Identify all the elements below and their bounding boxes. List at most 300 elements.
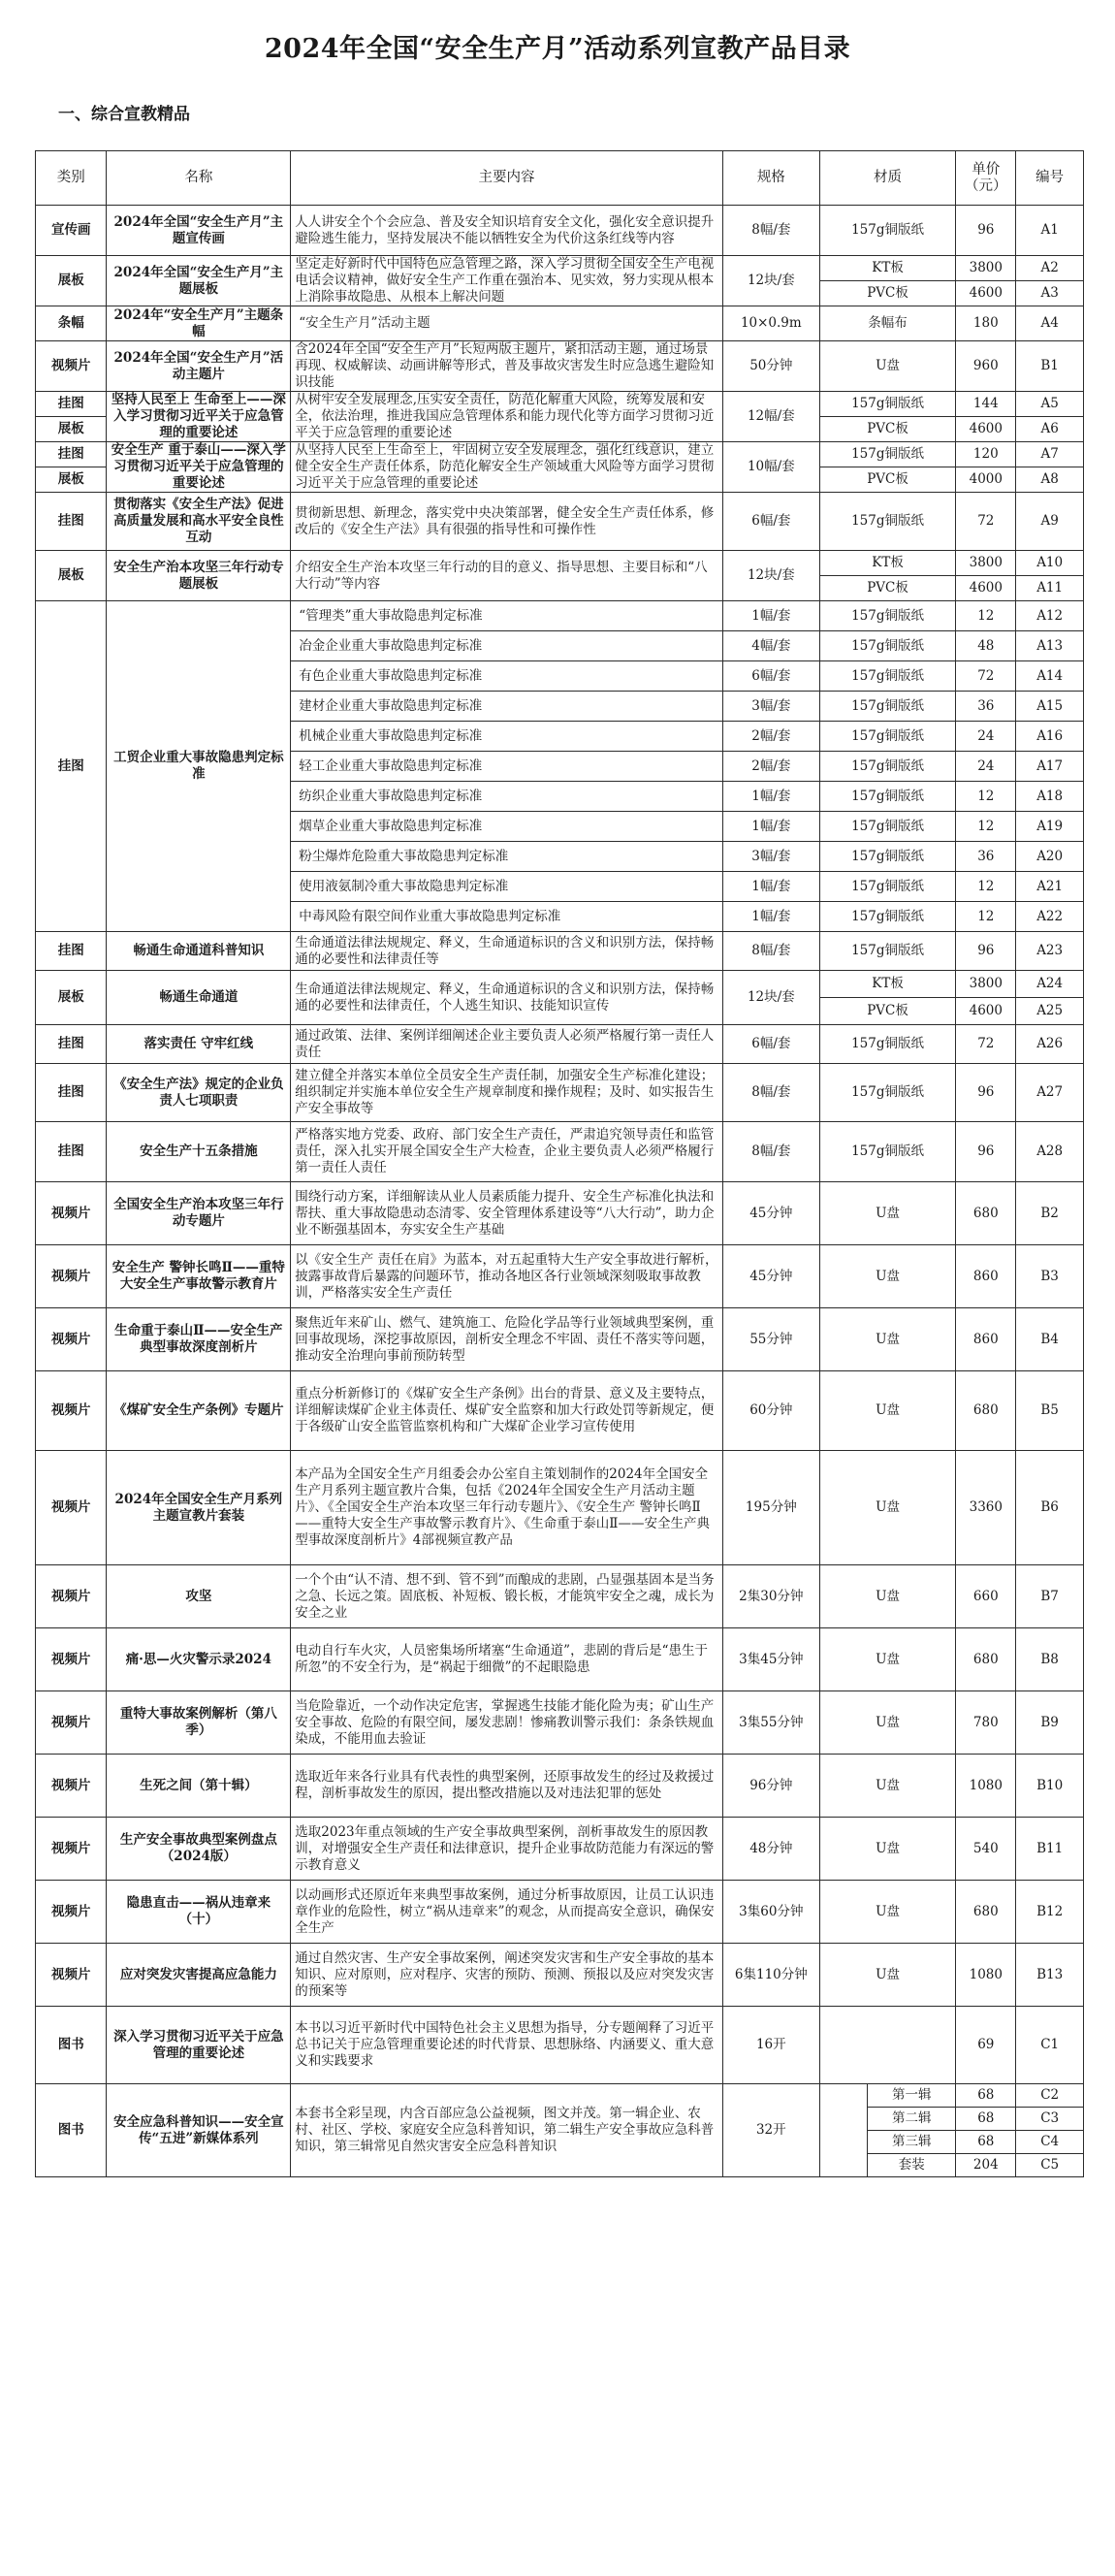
- table-row: [36, 1064, 1084, 1122]
- cell-spec: 8幅/套: [722, 206, 819, 256]
- cell-content: 生命通道法律法规规定、释义，生命通道标识的含义和识别方法，保持畅通的必要性和法律责任等: [291, 932, 723, 971]
- cell-category: 挂图: [36, 1064, 107, 1122]
- table-row: [36, 1565, 1084, 1628]
- cell-category: 视频片: [36, 1628, 107, 1691]
- header-row: [36, 151, 1084, 206]
- cell-price: 860: [956, 1308, 1016, 1371]
- cell-code: A14: [1016, 661, 1084, 692]
- cell-name: 隐患直击——祸从违章来（十）: [107, 1881, 291, 1944]
- cell-content: 重点分析新修订的《煤矿安全生产条例》出台的背景、意义及主要特点，详细解读煤矿企业主体责任、煤矿安全监察和加大行政处罚等新规定，便于各级矿山安全监管监察机构和广大煤矿企业学习宣传使用: [291, 1371, 723, 1451]
- cell-price: 960: [956, 341, 1016, 392]
- cell-code: A1: [1016, 206, 1084, 256]
- cell-category: 条幅: [36, 306, 107, 341]
- cell-category: 视频片: [36, 1371, 107, 1451]
- cell-spec: 3幅/套: [722, 842, 819, 872]
- header-price-line-1: 单价: [972, 161, 1001, 177]
- cell-name: 攻坚: [107, 1565, 291, 1628]
- cell-content: 粉尘爆炸危险重大事故隐患判定标准: [291, 842, 723, 872]
- cell-material: 157g铜版纸: [819, 812, 955, 842]
- table-row: [36, 2084, 1084, 2108]
- cell-price: 4600: [956, 281, 1016, 306]
- cell-material: U盘: [819, 1565, 955, 1628]
- cell-spec: 195分钟: [722, 1451, 819, 1565]
- cell-material: U盘: [819, 1755, 955, 1818]
- cell-category: 展板: [36, 467, 107, 493]
- cell-material: U盘: [819, 1182, 955, 1245]
- cell-spec: 4幅/套: [722, 631, 819, 661]
- header-content: 主要内容: [291, 151, 723, 206]
- cell-material: U盘: [819, 1818, 955, 1881]
- cell-price: 24: [956, 752, 1016, 782]
- cell-content: 聚焦近年来矿山、燃气、建筑施工、危险化学品等行业领域典型案例，重回事故现场，深挖事故原因，剖析安全理念不牢固、责任不落实等问题，推动安全治理向事前预防转型: [291, 1308, 723, 1371]
- cell-price: 1080: [956, 1755, 1016, 1818]
- cell-content: 从坚持人民至上生命至上，牢固树立安全发展理念，强化红线意识，建立健全安全生产责任体系，防范化解安全生产领域重大风险等方面学习贯彻习近平关于应急管理的重要论述: [291, 442, 723, 493]
- cell-material: 157g铜版纸: [819, 872, 955, 902]
- cell-code: B8: [1016, 1628, 1084, 1691]
- cell-code: B12: [1016, 1881, 1084, 1944]
- cell-name: 重特大事故案例解析（第八季）: [107, 1691, 291, 1755]
- cell-category: 挂图: [36, 392, 107, 417]
- cell-price: 36: [956, 842, 1016, 872]
- cell-content: 本产品为全国安全生产月组委会办公室自主策划制作的2024年全国安全生产月系列主题宣教片合集，包括《2024年全国安全生产月活动主题片》、《全国安全生产治本攻坚三年行动专题片》、《安全生产 警钟长鸣Ⅱ——重特大安全生产事故警示教育片》、《生命重于泰山Ⅱ——安全生产典型事故深度剖析片》4部视频宣教产品: [291, 1451, 723, 1565]
- cell-price: 96: [956, 932, 1016, 971]
- cell-code: C3: [1016, 2108, 1084, 2131]
- cell-material: PVC板: [819, 281, 955, 306]
- cell-code: A26: [1016, 1025, 1084, 1064]
- cell-price: 680: [956, 1628, 1016, 1691]
- cell-content: 有色企业重大事故隐患判定标准: [291, 661, 723, 692]
- table-row: [36, 1025, 1084, 1064]
- cell-material: 157g铜版纸: [819, 442, 955, 467]
- cell-code: A27: [1016, 1064, 1084, 1122]
- cell-price: 3360: [956, 1451, 1016, 1565]
- cell-material: 157g铜版纸: [819, 1025, 955, 1064]
- cell-name: 应对突发灾害提高应急能力: [107, 1944, 291, 2007]
- cell-code: A19: [1016, 812, 1084, 842]
- cell-price: 48: [956, 631, 1016, 661]
- table-row: [36, 306, 1084, 341]
- cell-code: A2: [1016, 256, 1084, 281]
- cell-name: 坚持人民至上 生命至上——深入学习贯彻习近平关于应急管理的重要论述: [107, 392, 291, 442]
- cell-material: 157g铜版纸: [819, 902, 955, 932]
- cell-spec: 96分钟: [722, 1755, 819, 1818]
- cell-spec: 12块/套: [722, 971, 819, 1025]
- cell-price: 144: [956, 392, 1016, 417]
- cell-spec: 10幅/套: [722, 442, 819, 493]
- table-row: [36, 1628, 1084, 1691]
- cell-code: A8: [1016, 467, 1084, 493]
- cell-content: 围绕行动方案，详细解读从业人员素质能力提升、安全生产标准化执法和帮扶、重大事故隐患动态清零、安全管理体系建设等“八大行动”，助力企业不断强基固本，夯实安全生产基础: [291, 1182, 723, 1245]
- cell-content: “管理类”重大事故隐患判定标准: [291, 601, 723, 631]
- cell-code: B3: [1016, 1245, 1084, 1308]
- cell-price: 72: [956, 1025, 1016, 1064]
- table-row: [36, 1691, 1084, 1755]
- table-row: [36, 601, 1084, 631]
- cell-code: B10: [1016, 1755, 1084, 1818]
- cell-code: A16: [1016, 722, 1084, 752]
- cell-price: 4600: [956, 998, 1016, 1025]
- cell-category: 视频片: [36, 341, 107, 392]
- header-code: 编号: [1016, 151, 1084, 206]
- cell-name: 痛·思—火灾警示录2024: [107, 1628, 291, 1691]
- cell-name: 2024年全国“安全生产月”活动主题片: [107, 341, 291, 392]
- cell-price: 120: [956, 442, 1016, 467]
- cell-material: 157g铜版纸: [819, 692, 955, 722]
- header-name: 名称: [107, 151, 291, 206]
- cell-code: B13: [1016, 1944, 1084, 2007]
- cell-spec: 8幅/套: [722, 1064, 819, 1122]
- cell-price: 68: [956, 2131, 1016, 2154]
- cell-material: PVC板: [819, 998, 955, 1025]
- cell-category: 展板: [36, 417, 107, 442]
- cell-material: U盘: [819, 1881, 955, 1944]
- cell-category: 视频片: [36, 1565, 107, 1628]
- cell-name: 《安全生产法》规定的企业负责人七项职责: [107, 1064, 291, 1122]
- cell-price: 36: [956, 692, 1016, 722]
- cell-spec: 2幅/套: [722, 752, 819, 782]
- table-row: [36, 341, 1084, 392]
- section-title: 一、综合宣教精品: [58, 105, 190, 124]
- cell-spec: 50分钟: [722, 341, 819, 392]
- cell-category: 挂图: [36, 493, 107, 551]
- table-row: [36, 2007, 1084, 2084]
- cell-price: 69: [956, 2007, 1016, 2084]
- cell-price: 72: [956, 661, 1016, 692]
- cell-category: 视频片: [36, 1691, 107, 1755]
- cell-material: 157g铜版纸: [819, 932, 955, 971]
- cell-code: B11: [1016, 1818, 1084, 1881]
- cell-category: 图书: [36, 2084, 107, 2177]
- cell-material: 157g铜版纸: [819, 842, 955, 872]
- cell-category: 视频片: [36, 1881, 107, 1944]
- cell-name: 安全生产 重于泰山——深入学习贯彻习近平关于应急管理的重要论述: [107, 442, 291, 493]
- cell-price: 12: [956, 902, 1016, 932]
- header-spec: 规格: [722, 151, 819, 206]
- cell-content: 冶金企业重大事故隐患判定标准: [291, 631, 723, 661]
- cell-material: PVC板: [819, 576, 955, 601]
- cell-spec: 6幅/套: [722, 1025, 819, 1064]
- cell-code: A23: [1016, 932, 1084, 971]
- cell-spec: 60分钟: [722, 1371, 819, 1451]
- cell-content: 选取2023年重点领域的生产安全事故典型案例，剖析事故发生的原因教训，对增强安全生产责任和法律意识，提升企业事故防范能力有深远的警示教育意义: [291, 1818, 723, 1881]
- cell-name: 安全生产治本攻坚三年行动专题展板: [107, 551, 291, 601]
- cell-spec: 1幅/套: [722, 782, 819, 812]
- cell-spec: 48分钟: [722, 1818, 819, 1881]
- cell-spec: 55分钟: [722, 1308, 819, 1371]
- cell-material: KT板: [819, 551, 955, 576]
- cell-code: B1: [1016, 341, 1084, 392]
- cell-price: 4000: [956, 467, 1016, 493]
- cell-content: 介绍安全生产治本攻坚三年行动的目的意义、指导思想、主要目标和“八大行动”等内容: [291, 551, 723, 601]
- cell-price: 680: [956, 1182, 1016, 1245]
- cell-price: 1080: [956, 1944, 1016, 2007]
- cell-price: 860: [956, 1245, 1016, 1308]
- cell-name: 2024年全国“安全生产月”主题展板: [107, 256, 291, 306]
- cell-spec: 1幅/套: [722, 872, 819, 902]
- cell-category: 挂图: [36, 1122, 107, 1182]
- cell-content: 本书以习近平新时代中国特色社会主义思想为指导，分专题阐释了习近平总书记关于应急管理重要论述的时代背景、思想脉络、内涵要义、重大意义和实践要求: [291, 2007, 723, 2084]
- cell-code: A11: [1016, 576, 1084, 601]
- table-row: [36, 1451, 1084, 1565]
- cell-price: 680: [956, 1881, 1016, 1944]
- table-row: [36, 493, 1084, 551]
- cell-content: 以动画形式还原近年来典型事故案例，通过分析事故原因，让员工认识违章作业的危险性，树立“祸从违章来”的观念，从而提高安全意识，确保安全生产: [291, 1881, 723, 1944]
- cell-code: A6: [1016, 417, 1084, 442]
- cell-code: A15: [1016, 692, 1084, 722]
- cell-category: 展板: [36, 551, 107, 601]
- table-row: [36, 206, 1084, 256]
- cell-price: 72: [956, 493, 1016, 551]
- cell-spec: 12块/套: [722, 256, 819, 306]
- cell-material: 157g铜版纸: [819, 206, 955, 256]
- table-row: [36, 256, 1084, 281]
- catalog-table: [35, 150, 1084, 2177]
- cell-content: 以《安全生产 责任在肩》为蓝本，对五起重特大生产安全事故进行解析，披露事故背后暴露的问题环节，推动各地区各行业领域深刻吸取事故教训，严格落实安全生产责任: [291, 1245, 723, 1308]
- cell-spec: 12幅/套: [722, 392, 819, 442]
- cell-code: B5: [1016, 1371, 1084, 1451]
- cell-material: U盘: [819, 1451, 955, 1565]
- cell-material: PVC板: [819, 417, 955, 442]
- cell-material-blank: [819, 2084, 867, 2177]
- cell-content: 建立健全并落实本单位全员安全生产责任制，加强安全生产标准化建设；组织制定并实施本单位安全生产规章制度和操作规程；及时、如实报告生产安全事故等: [291, 1064, 723, 1122]
- cell-volume: 第一辑: [868, 2084, 956, 2108]
- cell-material: 157g铜版纸: [819, 1064, 955, 1122]
- cell-name: 畅通生命通道: [107, 971, 291, 1025]
- cell-content: 电动自行车火灾，人员密集场所堵塞“生命通道”，悲剧的背后是“患生于所忽”的不安全行为，是“祸起于细微”的不起眼隐患: [291, 1628, 723, 1691]
- cell-material: 157g铜版纸: [819, 782, 955, 812]
- cell-name: 落实责任 守牢红线: [107, 1025, 291, 1064]
- cell-price: 24: [956, 722, 1016, 752]
- cell-name: 2024年“安全生产月”主题条幅: [107, 306, 291, 341]
- cell-name: 2024年全国“安全生产月”主题宣传画: [107, 206, 291, 256]
- cell-volume: 套装: [868, 2154, 956, 2177]
- cell-material: U盘: [819, 341, 955, 392]
- cell-material: U盘: [819, 1245, 955, 1308]
- cell-content: 当危险靠近，一个动作决定危害，掌握逃生技能才能化险为夷；矿山生产安全事故、危险的有限空间，屡发悲剧！惨痛教训警示我们：条条铁规血染成，不能用血去验证: [291, 1691, 723, 1755]
- table-row: [36, 1755, 1084, 1818]
- cell-material: 157g铜版纸: [819, 1122, 955, 1182]
- table-row: [36, 1245, 1084, 1308]
- cell-content: 选取近年来各行业具有代表性的典型案例，还原事故发生的经过及救援过程，剖析事故发生的原因，提出整改措施以及对违法犯罪的惩处: [291, 1755, 723, 1818]
- cell-price: 12: [956, 872, 1016, 902]
- cell-spec: 45分钟: [722, 1182, 819, 1245]
- table-row: [36, 1122, 1084, 1182]
- cell-spec: 2幅/套: [722, 722, 819, 752]
- table-row: [36, 1818, 1084, 1881]
- cell-spec: 45分钟: [722, 1245, 819, 1308]
- cell-category: 挂图: [36, 932, 107, 971]
- cell-price: 3800: [956, 971, 1016, 998]
- cell-spec: 6幅/套: [722, 493, 819, 551]
- cell-category: 挂图: [36, 442, 107, 467]
- cell-category: 视频片: [36, 1755, 107, 1818]
- cell-code: A12: [1016, 601, 1084, 631]
- cell-spec: 12块/套: [722, 551, 819, 601]
- page-title: 2024年全国“安全生产月”活动系列宣教产品目录: [264, 34, 851, 64]
- cell-spec: 3集55分钟: [722, 1691, 819, 1755]
- cell-material: 157g铜版纸: [819, 493, 955, 551]
- table-row: [36, 1881, 1084, 1944]
- cell-price: 12: [956, 812, 1016, 842]
- cell-content: 一个个由“认不清、想不到、管不到”而酿成的悲剧，凸显强基固本是当务之急、长远之策。固底板、补短板、锻长板，才能筑牢安全之魂，成长为安全之业: [291, 1565, 723, 1628]
- cell-code: B7: [1016, 1565, 1084, 1628]
- cell-spec: 6幅/套: [722, 661, 819, 692]
- cell-code: A9: [1016, 493, 1084, 551]
- cell-material: 157g铜版纸: [819, 631, 955, 661]
- table-row: [36, 551, 1084, 576]
- cell-code: A4: [1016, 306, 1084, 341]
- cell-spec: 8幅/套: [722, 1122, 819, 1182]
- cell-price: 96: [956, 1064, 1016, 1122]
- cell-spec: 3集60分钟: [722, 1881, 819, 1944]
- cell-content: 从树牢安全发展理念,压实安全责任，防范化解重大风险，统筹发展和安全，依法治理，推进我国应急管理体系和能力现代化等方面学习贯彻习近平关于应急管理的重要论述: [291, 392, 723, 442]
- cell-content: 建材企业重大事故隐患判定标准: [291, 692, 723, 722]
- cell-code: A7: [1016, 442, 1084, 467]
- cell-content: 机械企业重大事故隐患判定标准: [291, 722, 723, 752]
- cell-name: 安全应急科普知识——安全宣传“五进”新媒体系列: [107, 2084, 291, 2177]
- cell-name: 工贸企业重大事故隐患判定标准: [107, 601, 291, 932]
- cell-price: 12: [956, 782, 1016, 812]
- cell-content: 含2024年全国“安全生产月”长短两版主题片，紧扣活动主题，通过场景再现、权威解读、动画讲解等形式，普及事故灾害发生时应急逃生避险知识技能: [291, 341, 723, 392]
- cell-category: 视频片: [36, 1308, 107, 1371]
- cell-material: PVC板: [819, 467, 955, 493]
- cell-code: A3: [1016, 281, 1084, 306]
- cell-content: “安全生产月”活动主题: [291, 306, 723, 341]
- cell-spec: 1幅/套: [722, 812, 819, 842]
- cell-code: C5: [1016, 2154, 1084, 2177]
- cell-content: 纺织企业重大事故隐患判定标准: [291, 782, 723, 812]
- cell-category: 视频片: [36, 1451, 107, 1565]
- cell-code: A13: [1016, 631, 1084, 661]
- cell-category: 挂图: [36, 601, 107, 932]
- cell-price: 96: [956, 206, 1016, 256]
- cell-content: 生命通道法律法规规定、释义，生命通道标识的含义和识别方法，保持畅通的必要性和法律责任，个人逃生知识、技能知识宣传: [291, 971, 723, 1025]
- cell-code: A21: [1016, 872, 1084, 902]
- cell-price: 12: [956, 601, 1016, 631]
- cell-content: 坚定走好新时代中国特色应急管理之路，深入学习贯彻全国安全生产电视电话会议精神，做好安全生产工作重在强治本、见实效，努力实现从根本上消除事故隐患、从根本上解决问题: [291, 256, 723, 306]
- table-row: [36, 392, 1084, 417]
- cell-price: 204: [956, 2154, 1016, 2177]
- header-price: [956, 151, 1016, 206]
- header-material: 材质: [819, 151, 955, 206]
- cell-spec: 2集30分钟: [722, 1565, 819, 1628]
- cell-category: 图书: [36, 2007, 107, 2084]
- cell-spec: 3幅/套: [722, 692, 819, 722]
- cell-category: 挂图: [36, 1025, 107, 1064]
- header-price-line-2: （元）: [965, 177, 1007, 194]
- cell-price: 4600: [956, 576, 1016, 601]
- cell-content: 中毒风险有限空间作业重大事故隐患判定标准: [291, 902, 723, 932]
- cell-content: 通过自然灾害、生产安全事故案例，阐述突发灾害和生产安全事故的基本知识、应对原则，应对程序、灾害的预防、预测、预报以及应对突发灾害的预案等: [291, 1944, 723, 2007]
- cell-code: A24: [1016, 971, 1084, 998]
- cell-price: 540: [956, 1818, 1016, 1881]
- cell-material: [819, 2007, 955, 2084]
- cell-name: 安全生产 警钟长鸣Ⅱ——重特大安全生产事故警示教育片: [107, 1245, 291, 1308]
- cell-material: 157g铜版纸: [819, 722, 955, 752]
- cell-code: A28: [1016, 1122, 1084, 1182]
- cell-code: C2: [1016, 2084, 1084, 2108]
- cell-material: U盘: [819, 1944, 955, 2007]
- cell-spec: 1幅/套: [722, 601, 819, 631]
- cell-price: 68: [956, 2108, 1016, 2131]
- cell-material: 157g铜版纸: [819, 601, 955, 631]
- cell-code: A25: [1016, 998, 1084, 1025]
- cell-code: B2: [1016, 1182, 1084, 1245]
- cell-volume: 第二辑: [868, 2108, 956, 2131]
- cell-code: B6: [1016, 1451, 1084, 1565]
- cell-content: 烟草企业重大事故隐患判定标准: [291, 812, 723, 842]
- cell-spec: 3集45分钟: [722, 1628, 819, 1691]
- cell-name: 2024年全国安全生产月系列主题宣教片套装: [107, 1451, 291, 1565]
- cell-price: 180: [956, 306, 1016, 341]
- cell-material: U盘: [819, 1628, 955, 1691]
- cell-price: 660: [956, 1565, 1016, 1628]
- cell-volume: 第三辑: [868, 2131, 956, 2154]
- table-row: [36, 932, 1084, 971]
- cell-content: 贯彻新思想、新理念，落实党中央决策部署，健全安全生产责任体系，修改后的《安全生产法》具有很强的指导性和可操作性: [291, 493, 723, 551]
- cell-name: 生命重于泰山Ⅱ——安全生产典型事故深度剖析片: [107, 1308, 291, 1371]
- cell-name: 生死之间（第十辑）: [107, 1755, 291, 1818]
- cell-category: 视频片: [36, 1944, 107, 2007]
- cell-content: 严格落实地方党委、政府、部门安全生产责任，严肃追究领导责任和监管责任，深入扎实开展全国安全生产大检查，企业主要负责人必须严格履行第一责任人责任: [291, 1122, 723, 1182]
- cell-material: KT板: [819, 971, 955, 998]
- cell-code: A18: [1016, 782, 1084, 812]
- cell-name: 生产安全事故典型案例盘点（2024版）: [107, 1818, 291, 1881]
- cell-name: 安全生产十五条措施: [107, 1122, 291, 1182]
- cell-name: 贯彻落实《安全生产法》促进高质量发展和高水平安全良性互动: [107, 493, 291, 551]
- cell-material: 157g铜版纸: [819, 661, 955, 692]
- table-row: [36, 1944, 1084, 2007]
- cell-code: A10: [1016, 551, 1084, 576]
- cell-spec: 8幅/套: [722, 932, 819, 971]
- cell-content: 人人讲安全个个会应急、普及安全知识培育安全文化，强化安全意识提升避险逃生能力，坚持发展决不能以牺牲安全为代价这条红线等内容: [291, 206, 723, 256]
- cell-content: 使用液氨制冷重大事故隐患判定标准: [291, 872, 723, 902]
- cell-name: 畅通生命通道科普知识: [107, 932, 291, 971]
- cell-spec: 32开: [722, 2084, 819, 2177]
- table-row: [36, 971, 1084, 998]
- table-row: [36, 1182, 1084, 1245]
- cell-content: 轻工企业重大事故隐患判定标准: [291, 752, 723, 782]
- cell-code: A5: [1016, 392, 1084, 417]
- cell-price: 680: [956, 1371, 1016, 1451]
- cell-price: 4600: [956, 417, 1016, 442]
- cell-category: 展板: [36, 971, 107, 1025]
- cell-code: A17: [1016, 752, 1084, 782]
- cell-spec: 1幅/套: [722, 902, 819, 932]
- cell-spec: 16开: [722, 2007, 819, 2084]
- cell-code: A22: [1016, 902, 1084, 932]
- cell-category: 视频片: [36, 1245, 107, 1308]
- cell-material: U盘: [819, 1371, 955, 1451]
- cell-code: B4: [1016, 1308, 1084, 1371]
- cell-content: 本套书全彩呈现，内含百部应急公益视频，图文并茂。第一辑企业、农村、社区、学校、家庭安全应急科普知识，第二辑生产安全事故应急科普知识，第三辑常见自然灾害安全应急科普知识: [291, 2084, 723, 2177]
- cell-category: 视频片: [36, 1182, 107, 1245]
- cell-code: A20: [1016, 842, 1084, 872]
- cell-spec: 10×0.9m: [722, 306, 819, 341]
- cell-category: 宣传画: [36, 206, 107, 256]
- cell-spec: 6集110分钟: [722, 1944, 819, 2007]
- cell-name: 全国安全生产治本攻坚三年行动专题片: [107, 1182, 291, 1245]
- cell-material: 157g铜版纸: [819, 392, 955, 417]
- cell-name: 深入学习贯彻习近平关于应急管理的重要论述: [107, 2007, 291, 2084]
- cell-code: C4: [1016, 2131, 1084, 2154]
- cell-material: KT板: [819, 256, 955, 281]
- cell-material: U盘: [819, 1691, 955, 1755]
- table-row: [36, 442, 1084, 467]
- cell-price: 3800: [956, 551, 1016, 576]
- cell-category: 视频片: [36, 1818, 107, 1881]
- cell-price: 68: [956, 2084, 1016, 2108]
